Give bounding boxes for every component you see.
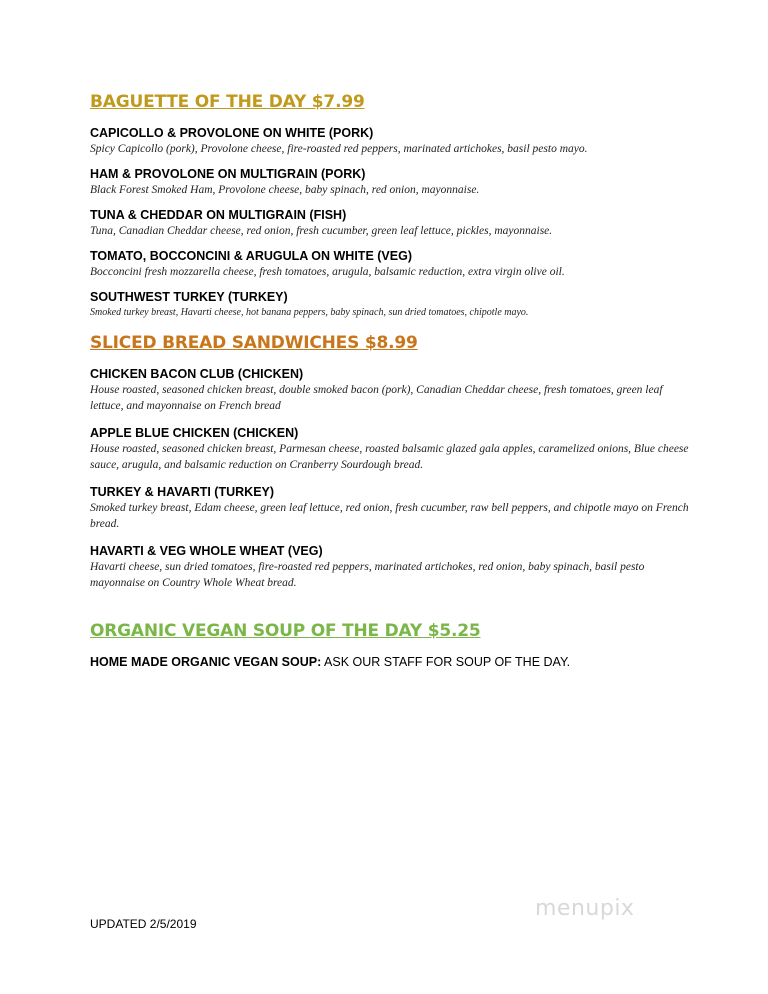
menu-item (90, 249, 690, 280)
watermark-logo: menupix (535, 896, 635, 921)
item-description: Tuna, Canadian Cheddar cheese, red onion, fresh cucumber, green leaf lettuce, pickles, mayonnaise. (90, 225, 553, 237)
item-description: Spicy Capicollo (pork), Provolone cheese, fire-roasted red peppers, marinated artichokes, basil pesto mayo. (90, 143, 588, 155)
section-title-soup: ORGANIC VEGAN SOUP OF THE DAY $5.25 (90, 621, 481, 641)
menu-item (90, 290, 690, 321)
menu-item (90, 208, 690, 239)
item-description: Black Forest Smoked Ham, Provolone cheese, baby spinach, red onion, mayonnaise. (90, 184, 480, 196)
item-name: HAVARTI & VEG WHOLE WHEAT (VEG) (90, 544, 323, 558)
item-description: Smoked turkey breast, Edam cheese, green leaf lettuce, red onion, fresh cucumber, raw bell peppers, and chipotle mayo on French bread. (90, 502, 689, 530)
soup-line (90, 655, 690, 669)
menu-item (90, 167, 690, 198)
item-description: Bocconcini fresh mozzarella cheese, fresh tomatoes, arugula, balsamic reduction, extra virgin olive oil. (90, 266, 565, 278)
menu-item (90, 426, 690, 473)
updated-date: UPDATED 2/5/2019 (90, 917, 197, 931)
item-name: CHICKEN BACON CLUB (CHICKEN) (90, 367, 304, 381)
item-name: TUNA & CHEDDAR ON MULTIGRAIN (FISH) (90, 208, 347, 222)
menu-page (90, 90, 690, 669)
menu-item (90, 485, 690, 532)
item-name: CAPICOLLO & PROVOLONE ON WHITE (PORK) (90, 126, 374, 140)
item-name: TOMATO, BOCCONCINI & ARUGULA ON WHITE (VEG) (90, 249, 412, 263)
section-title-baguette: BAGUETTE OF THE DAY $7.99 (90, 92, 365, 112)
soup-label: HOME MADE ORGANIC VEGAN SOUP: (90, 655, 322, 669)
menu-item (90, 544, 690, 591)
item-name: SOUTHWEST TURKEY (TURKEY) (90, 290, 288, 304)
soup-text: ASK OUR STAFF FOR SOUP OF THE DAY. (321, 655, 571, 669)
item-name: HAM & PROVOLONE ON MULTIGRAIN (PORK) (90, 167, 366, 181)
item-name: TURKEY & HAVARTI (TURKEY) (90, 485, 275, 499)
menu-item (90, 367, 690, 414)
item-description: House roasted, seasoned chicken breast, Parmesan cheese, roasted balsamic glazed gala apples, caramelized onions, Blue cheese sauce, arugula, and balsamic reduction on Cranberry Sourdough bread. (90, 443, 689, 471)
menu-item (90, 126, 690, 157)
section-title-sliced: SLICED BREAD SANDWICHES $8.99 (90, 333, 418, 353)
item-description: Havarti cheese, sun dried tomatoes, fire-roasted red peppers, marinated artichokes, red onion, baby spinach, basil pesto mayonnaise on Country Whole Wheat bread. (90, 561, 645, 589)
item-name: APPLE BLUE CHICKEN (CHICKEN) (90, 426, 299, 440)
item-description: House roasted, seasoned chicken breast, double smoked bacon (pork), Canadian Cheddar cheese, fresh tomatoes, green leaf lettuce, and mayonnaise on French bread (90, 384, 663, 412)
item-description: Smoked turkey breast, Havarti cheese, hot banana peppers, baby spinach, sun dried tomatoes, chipotle mayo. (90, 307, 529, 318)
